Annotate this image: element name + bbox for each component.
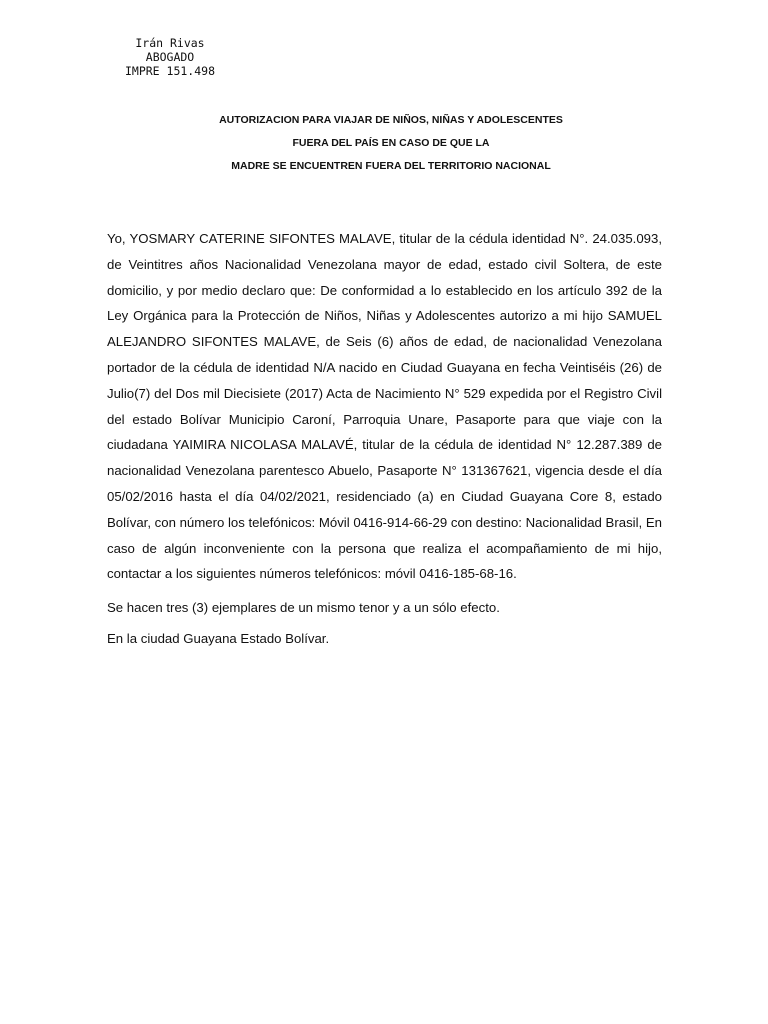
document-body — [107, 226, 662, 651]
location-paragraph: En la ciudad Guayana Estado Bolívar. — [107, 631, 330, 647]
authorization-paragraph: Yo, YOSMARY CATERINE SIFONTES MALAVE, titular de la cédula identidad N°. 24.035.093, de Veintitres años Nacionalidad Venezolana mayor de edad, estado civil Soltera, de este domicilio, y por medio declaro que: De conformidad a lo establecido en los artículo 392 de la Ley Orgánica para la Protección de Niños, Niñas y Adolescentes autorizo a mi hijo SAMUEL ALEJANDRO SIFONTES MALAVE, de Seis (6) años de edad, de nacionalidad Venezolana portador de la cédula de identidad N/A nacido en Ciudad Guayana en fecha Veintiséis (26) de Julio(7) del Dos mil Diecisiete (2017) Acta de Nacimiento N° 529 expedida por el Registro Civil del estado Bolívar Municipio Caroní, Parroquia Unare, Pasaporte para que viaje con la ciudadana YAIMIRA NICOLASA MALAVÉ, titular de la cédula de identidad N° 12.287.389 de nacionalidad Venezolana parentesco Abuelo, Pasaporte N° 131367621, vigencia desde el día 05/02/2016 hasta el día 04/02/2021, residenciado (a) en Ciudad Guayana Core 8, estado Bolívar, con número los telefónicos: Móvil 0416-914-66-29 con destino: Nacionalidad Brasil, En caso de algún inconveniente con la persona que realiza el acompañamiento de mi hijo, contactar a los siguientes números telefónicos: móvil 0416-185-68-16. — [107, 231, 662, 582]
letterhead — [110, 36, 230, 78]
copies-paragraph: Se hacen tres (3) ejemplares de un mismo tenor y a un sólo efecto. — [107, 600, 500, 616]
title-line-3: MADRE SE ENCUENTREN FUERA DEL TERRITORIO NACIONAL — [231, 160, 551, 172]
title-line-1: AUTORIZACION PARA VIAJAR DE NIÑOS, NIÑAS Y ADOLESCENTES — [219, 114, 563, 126]
title-line-2: FUERA DEL PAÍS EN CASO DE QUE LA — [292, 137, 490, 149]
document-title — [0, 113, 768, 182]
lawyer-name: Irán Rivas — [135, 36, 205, 50]
lawyer-registry: IMPRE 151.498 — [124, 64, 215, 78]
lawyer-profession: ABOGADO — [145, 50, 195, 64]
